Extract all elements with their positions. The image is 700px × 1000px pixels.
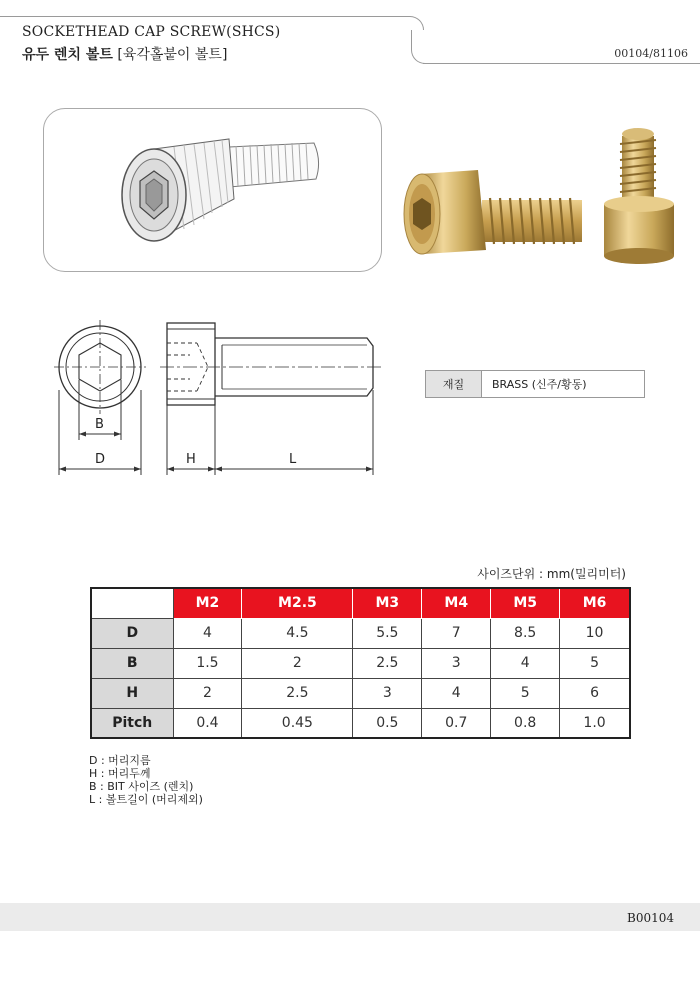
dim-label-h: H (186, 452, 196, 467)
size-header: M2.5 (242, 588, 353, 618)
legend-item: L : 볼트길이 (머리제외) (89, 793, 203, 806)
table-row (91, 648, 630, 678)
table-cell: 2 (173, 678, 242, 708)
material-box (425, 370, 645, 398)
screw-sketch-image (44, 109, 383, 273)
product-subtitle-bold: 유두 렌치 볼트 (22, 47, 113, 63)
size-header: M6 (560, 588, 630, 618)
product-subtitle (22, 44, 227, 64)
header-rule (424, 63, 700, 64)
table-cell: 4 (491, 648, 560, 678)
table-cell: 5.5 (353, 618, 422, 648)
legend-item: H : 머리두께 (89, 767, 151, 780)
table-cell: 1.5 (173, 648, 242, 678)
table-cell: 5 (491, 678, 560, 708)
row-label: D (91, 618, 173, 648)
technical-dimension-drawing (40, 310, 390, 485)
row-label: H (91, 678, 173, 708)
table-cell: 7 (422, 618, 491, 648)
dim-label-b: B (95, 417, 104, 432)
table-cell: 2.5 (242, 678, 353, 708)
header-tab-curve (411, 30, 439, 64)
table-cell: 2 (242, 648, 353, 678)
table-cell: 0.5 (353, 708, 422, 738)
spec-table (90, 587, 631, 739)
table-cell: 10 (560, 618, 630, 648)
spec-table-header-row (91, 588, 630, 618)
size-header: M2 (173, 588, 242, 618)
screw-illustration-box (43, 108, 382, 272)
table-cell: 4 (173, 618, 242, 648)
table-cell: 6 (560, 678, 630, 708)
size-header: M4 (422, 588, 491, 618)
dim-label-d: D (95, 452, 106, 467)
spec-table-corner (91, 588, 173, 618)
table-cell: 2.5 (353, 648, 422, 678)
size-header: M5 (491, 588, 560, 618)
material-key: 재질 (426, 371, 482, 397)
footer-band (0, 903, 700, 931)
table-cell: 4.5 (242, 618, 353, 648)
footer-code: B00104 (627, 911, 674, 925)
table-cell: 3 (353, 678, 422, 708)
table-cell: 0.8 (491, 708, 560, 738)
table-cell: 3 (422, 648, 491, 678)
size-header: M3 (353, 588, 422, 618)
row-label: Pitch (91, 708, 173, 738)
legend-item: D : 머리지름 (89, 754, 151, 767)
product-subtitle-bracket: [육각홀붙이 볼트] (117, 47, 228, 63)
material-value: BRASS (신주/황동) (492, 378, 587, 391)
dim-label-l: L (289, 452, 297, 467)
table-row (91, 678, 630, 708)
table-cell: 1.0 (560, 708, 630, 738)
table-cell: 8.5 (491, 618, 560, 648)
table-cell: 0.45 (242, 708, 353, 738)
brass-screw-photo (398, 112, 690, 276)
product-code: 00104/81106 (614, 47, 688, 60)
table-cell: 5 (560, 648, 630, 678)
table-row (91, 618, 630, 648)
size-unit-note: 사이즈단위 : mm(밀리미터) (477, 567, 626, 581)
legend-item: B : BIT 사이즈 (렌치) (89, 780, 194, 793)
row-label: B (91, 648, 173, 678)
dimension-legend (89, 754, 203, 806)
table-cell: 0.4 (173, 708, 242, 738)
table-cell: 4 (422, 678, 491, 708)
table-cell: 0.7 (422, 708, 491, 738)
product-title: SOCKETHEAD CAP SCREW(SHCS) (22, 24, 281, 40)
table-row (91, 708, 630, 738)
